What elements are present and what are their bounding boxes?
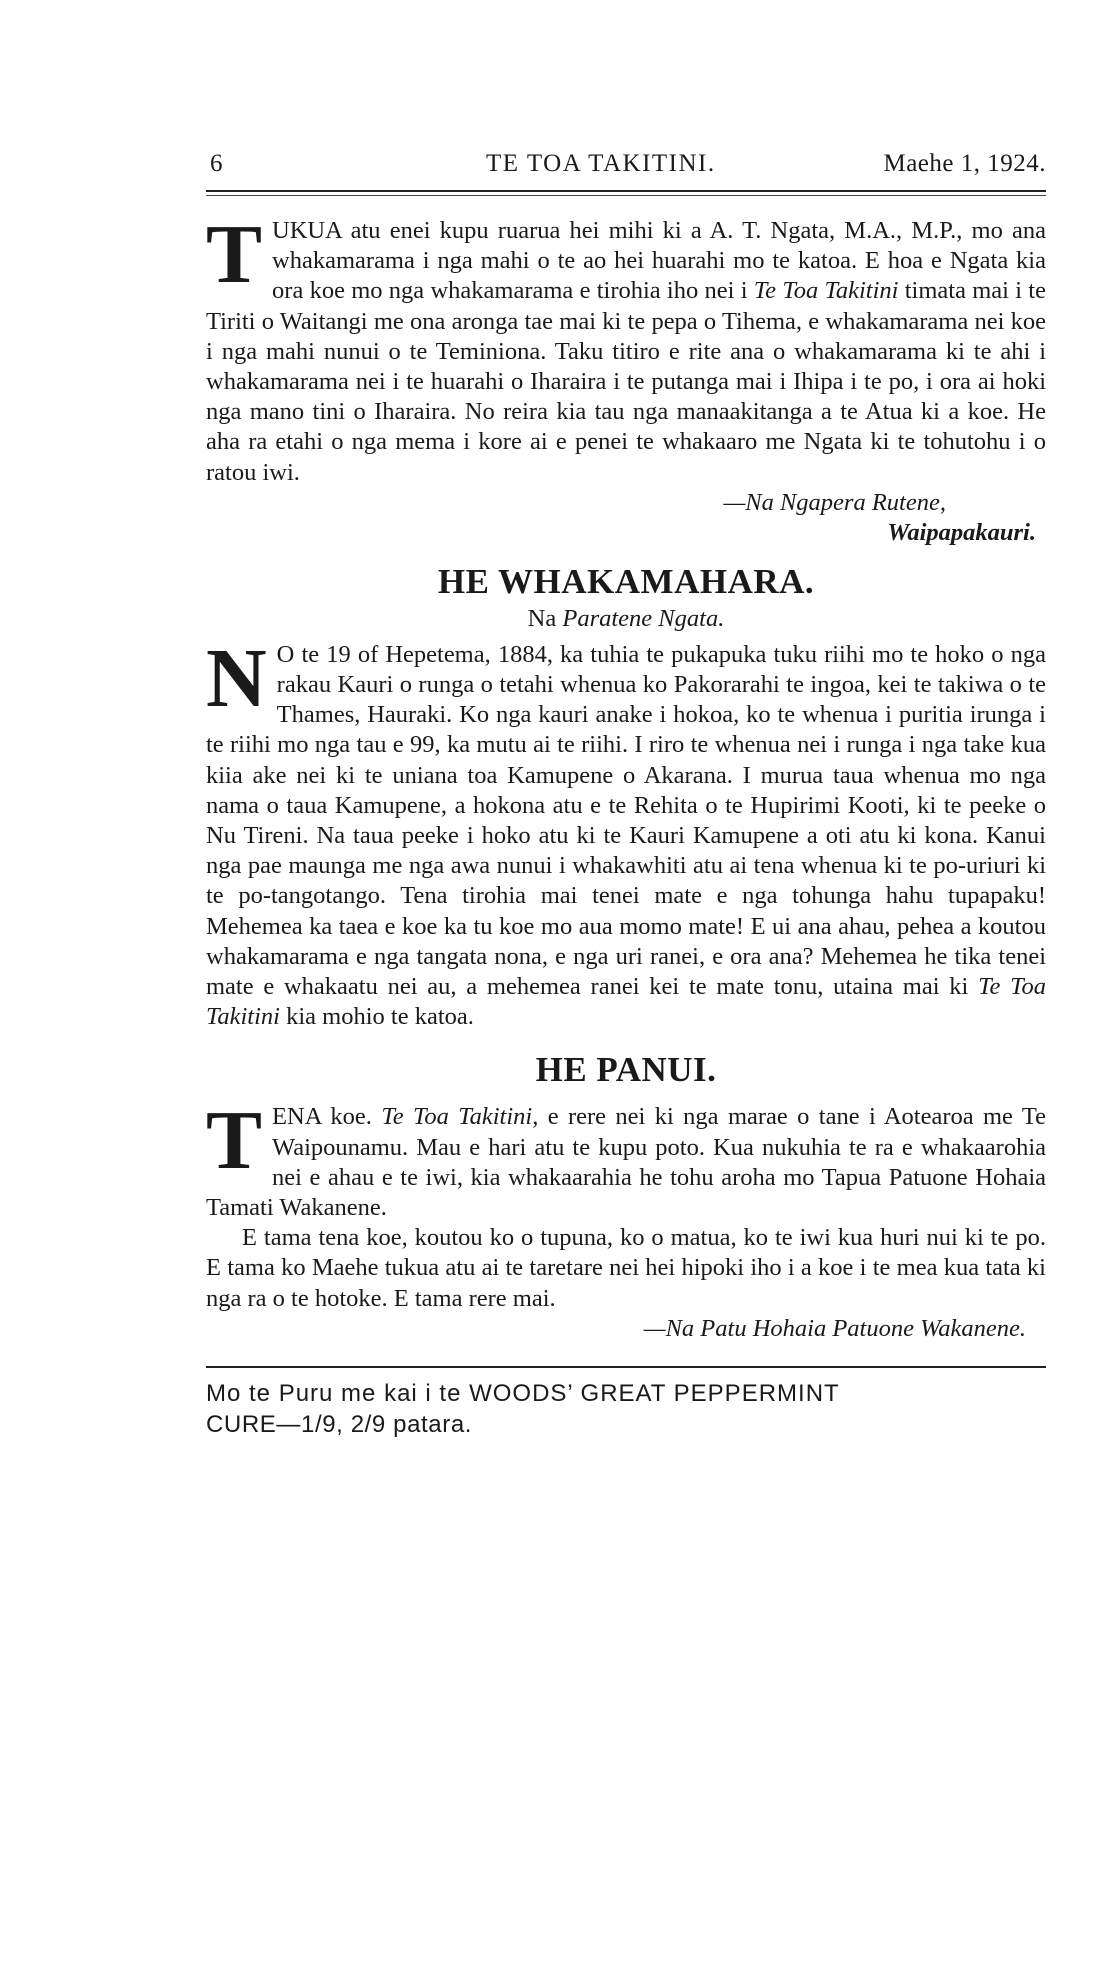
page-number: 6 — [210, 150, 223, 177]
article-body — [206, 1094, 1047, 1223]
drop-cap: T — [206, 1094, 263, 1188]
advertisement — [206, 1378, 1046, 1440]
letter-italic-title: Te Toa Takitini — [753, 277, 899, 305]
page-header — [206, 150, 1046, 184]
drop-cap: T — [206, 208, 263, 301]
article-heading: HE PANUI. — [535, 1050, 717, 1090]
letter-section — [206, 208, 1046, 548]
publication-title: TE TOA TAKITINI. — [486, 150, 716, 177]
issue-date: Maehe 1, 1924. — [883, 150, 1046, 177]
letter-text-part: timata mai i te Tiriti o Waitangi me ona aronga tae mai ki te pepa o Tihema, e whakamarama nei koe i nga mahi nunui o te Teminiona. Taku titiro e rite ana o whakamarama ki te ahi i whakamarama nei i te huarahi o Iharaira i te putanga mai i Ihipa i te po, i ora ai hoki nga mano tini o Iharaira. No reira kia tau nga manaakitanga a te Atua ki a koe. He aha ra etahi o nga mema i kore ai e penei te whakaaro me Ngata ki te tohutohu i o ratou iwi. — [206, 277, 1046, 486]
article-body-paragraph: E tama tena koe, koutou ko o tupuna, ko o matua, ko te iwi kua huri nui ki te po. E tama ko Maehe tukua atu ai te taretare nei hei hipoki iho i a koe i te mea kua tata ki nga ra o te hotoke. E tama rere mai. — [206, 1224, 1046, 1312]
article-text-part: kia mohio te katoa. — [279, 1003, 474, 1031]
letter-body — [206, 208, 1046, 488]
article-text-part: ENA koe. — [272, 1103, 382, 1131]
byline-prefix: Na — [527, 604, 563, 632]
article-text-part: , e rere nei ki nga marae o tane i Aotearoa me Te Waipounamu. Mau e hari atu te kupu poto. Kua nukuhia te ra e whakaarohia nei e ahau e te iwi, kia whakaarahia he tohu aroha mo Tapua Patuone Hohaia Tamati Wakanene. — [206, 1103, 1047, 1222]
article-signature: —Na Patu Hohaia Patuone Wakanene. — [643, 1314, 1026, 1342]
letter-text-part: UKUA atu enei kupu ruarua hei mihi ki a A. T. Ngata, M.A., M.P., mo ana whakamarama i nga mahi o te ao hei huarahi mo te katoa. E hoa e Ngata kia ora koe mo nga whakamarama e tirohia iho nei i — [272, 217, 1046, 305]
article-text-part: O te 19 of Hepetema, 1884, ka tuhia te pukapuka tuku riihi mo te hoko o nga rakau Kauri o runga o tetahi whenua ko Pakorarahi te ingoa, kei te takiwa o te Thames, Hauraki. Ko nga kauri anake i hokoa, ko te whenua i puritia irunga i te riihi mo nga tau e 99, ka mutu ai te riihi. I riro te whenua nei i runga i nga take kua kiia ake nei ki te uniana toa Kamupene o Akarana. I murua taua whenua mo nga nama o taua Kamupene, a hokona atu e te Rehita o te Hupirimi Kooti, ki te peeke o Nu Tireni. Na taua peeke i hoko atu ki te Kauri Kamupene a oti atu ki kona. Kanui nga pae maunga me nga awa nunui i whakawhiti atu ai tena whenua ki te po-uriuri ki te po-tangotango. Tena tirohia mai tenei mate e nga tohunga hahu tupapaku! Mehemea ka taea e koe ka tu koe mo aua momo mate! E ui ana ahau, pehea a koutou whakamarama e nga tangata nona, e nga uri ranei, e ora ana? Mehemea he tika tenei mate e whakaatu nei au, a mehemea ranei kei te mate tonu, utaina mai ki — [206, 640, 1046, 1001]
signature-place: Waipapakauri. — [887, 518, 1036, 546]
letter-signature — [206, 488, 1046, 548]
signature-name: —Na Ngapera Rutene, — [723, 488, 946, 516]
newspaper-page — [206, 150, 1046, 1440]
article-italic-title: Te Toa Takitini — [381, 1103, 533, 1131]
article-whakamahara — [206, 562, 1046, 1033]
article-byline — [206, 604, 1046, 634]
header-rule — [206, 190, 1046, 192]
article-body — [206, 631, 1046, 1033]
article-italic-title: Te Toa Takitini — [206, 973, 1046, 1031]
article-heading: HE WHAKAMAHARA. — [437, 561, 815, 601]
advert-rule — [206, 1366, 1046, 1368]
byline-author: Paratene Ngata. — [562, 604, 725, 632]
advert-line: Mo te Puru me kai i te WOODS’ GREAT PEPPERMINT — [206, 1379, 840, 1407]
header-rule-thin — [206, 195, 1046, 196]
article-panui — [206, 1050, 1046, 1343]
advert-line: CURE—1/9, 2/9 patara. — [206, 1410, 473, 1438]
drop-cap: N — [206, 631, 267, 725]
